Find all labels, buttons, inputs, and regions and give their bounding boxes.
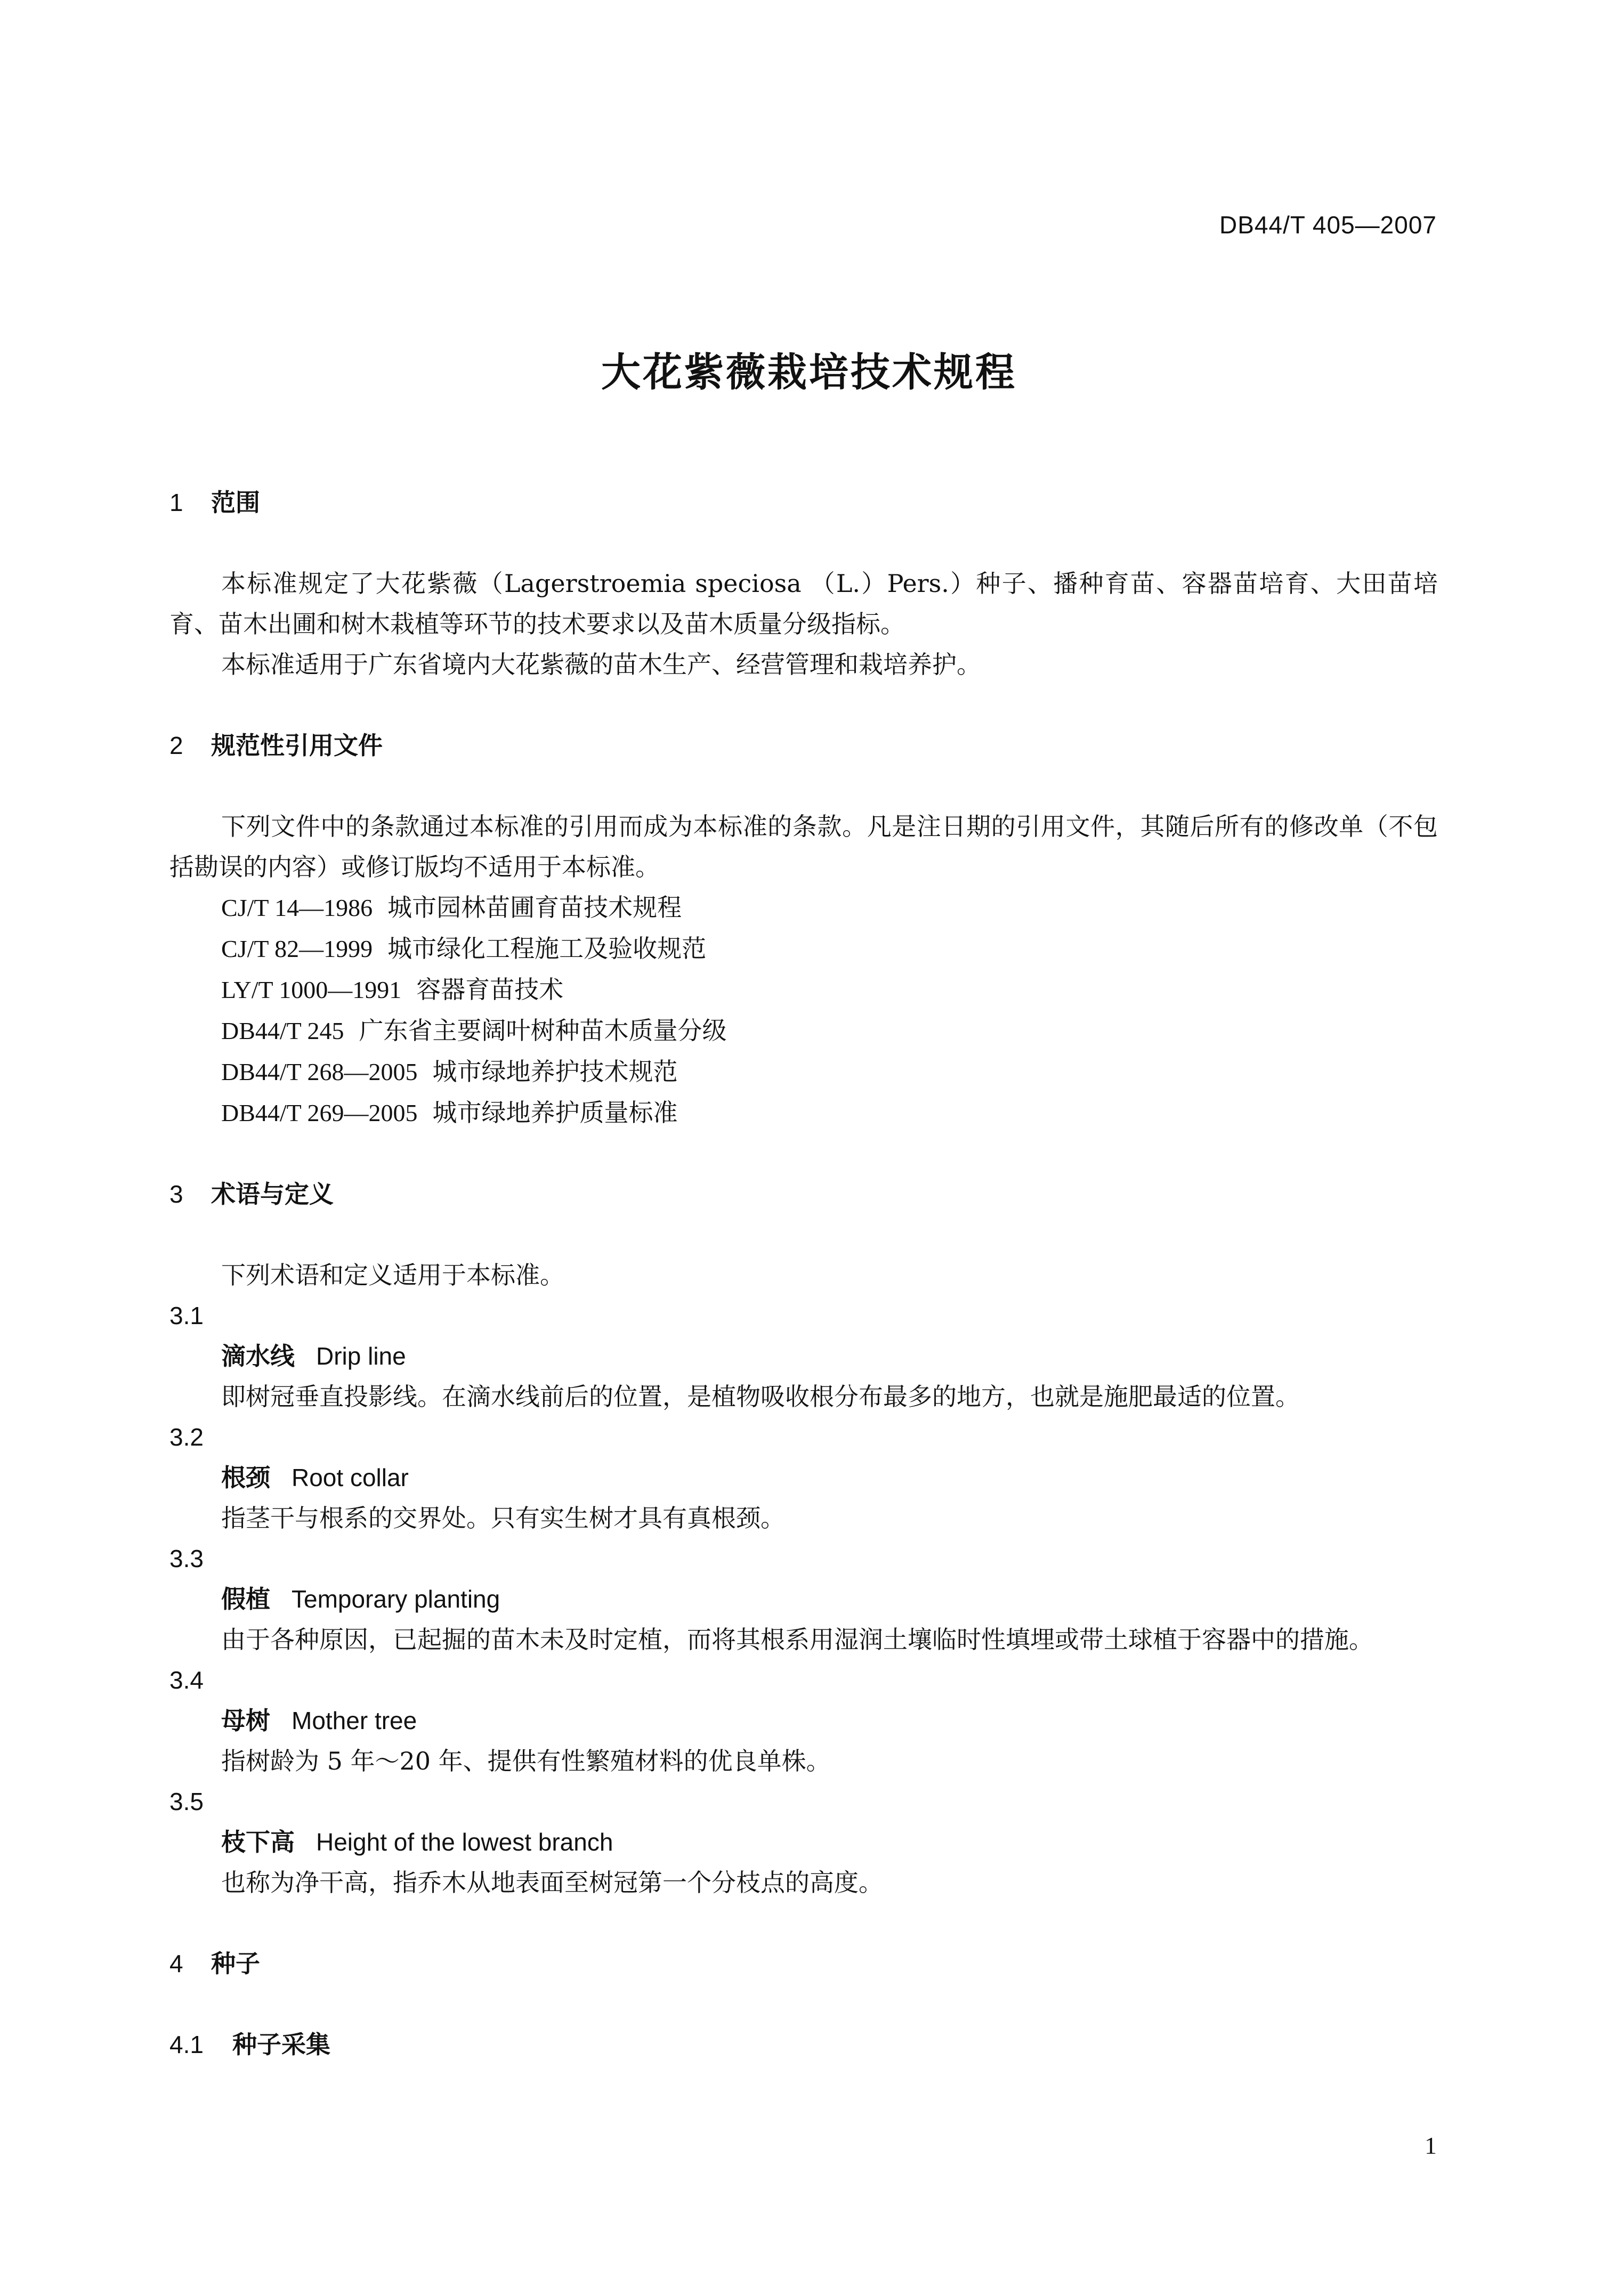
section-heading-terms <box>169 1174 1438 1214</box>
term-entry <box>169 1295 1438 1417</box>
reference-code: CJ/T 82—1999 <box>221 935 373 962</box>
term-name <box>169 1336 1438 1376</box>
term-definition: 即树冠垂直投影线。在滴水线前后的位置，是植物吸收根分布最多的地方，也就是施肥最适的位置。 <box>221 1382 1300 1411</box>
document-title: 大花紫薇栽培技术规程 <box>601 350 1017 395</box>
term-en: Drip line <box>316 1342 406 1370</box>
reference-item <box>169 1010 1438 1051</box>
section-heading-scope <box>169 482 1438 523</box>
term-zh: 根颈 <box>221 1463 270 1492</box>
term-entry <box>169 1781 1438 1903</box>
term-number: 3.2 <box>169 1423 204 1451</box>
term-en: Height of the lowest branch <box>316 1828 613 1856</box>
term-definition: 指树龄为 5 年～20 年、提供有性繁殖材料的优良单株。 <box>221 1747 831 1775</box>
term-entry <box>169 1660 1438 1781</box>
reference-code: DB44/T 269—2005 <box>221 1099 418 1126</box>
page-number: 1 <box>1425 2132 1437 2159</box>
subsection-heading-seed-collection <box>169 2024 1438 2065</box>
terms-intro: 下列术语和定义适用于本标准。 <box>221 1261 564 1289</box>
term-number: 3.5 <box>169 1788 204 1815</box>
reference-list <box>169 887 1438 1133</box>
section-title: 规范性引用文件 <box>211 731 383 760</box>
document-body <box>169 482 1438 2065</box>
reference-name: 城市园林苗圃育苗技术规程 <box>387 893 682 922</box>
term-zh: 枝下高 <box>221 1828 295 1856</box>
term-number: 3.1 <box>169 1302 204 1329</box>
term-en: Temporary planting <box>292 1585 500 1613</box>
reference-item <box>169 887 1438 928</box>
section-title: 种子 <box>211 1949 260 1978</box>
scope-paragraph-1: 本标准规定了大花紫薇（Lagerstroemia speciosa （L.）Pers.）种子、播种育苗、容器苗培育、大田苗培育、苗木出圃和树木栽植等环节的技术要求以及苗木质量分级指标。 <box>169 569 1438 638</box>
section-title: 范围 <box>211 488 260 517</box>
reference-name: 城市绿地养护技术规范 <box>432 1057 678 1086</box>
reference-item <box>169 969 1438 1010</box>
section-number: 1 <box>169 489 183 516</box>
reference-item <box>169 1051 1438 1092</box>
term-definition: 也称为净干高，指乔木从地表面至树冠第一个分枝点的高度。 <box>221 1868 883 1897</box>
reference-name: 城市绿化工程施工及验收规范 <box>387 934 707 963</box>
subsection-title: 种子采集 <box>232 2030 330 2059</box>
term-definition: 指茎干与根系的交界处。只有实生树才具有真根颈。 <box>221 1504 785 1532</box>
term-name <box>169 1579 1438 1619</box>
reference-code: DB44/T 245 <box>221 1017 344 1044</box>
term-entry <box>169 1538 1438 1660</box>
references-intro-paragraph: 下列文件中的条款通过本标准的引用而成为本标准的条款。凡是注日期的引用文件，其随后所有的修改单（不包括勘误的内容）或修订版均不适用于本标准。 <box>169 812 1438 881</box>
reference-name: 城市绿地养护质量标准 <box>432 1098 678 1127</box>
section-heading-seeds <box>169 1943 1438 1984</box>
section-number: 4 <box>169 1950 183 1977</box>
term-zh: 假植 <box>221 1585 270 1613</box>
term-name <box>169 1457 1438 1498</box>
reference-code: LY/T 1000—1991 <box>221 976 402 1003</box>
reference-code: CJ/T 14—1986 <box>221 894 373 921</box>
reference-name: 容器育苗技术 <box>416 975 564 1004</box>
reference-item <box>169 1092 1438 1133</box>
section-title: 术语与定义 <box>211 1180 334 1208</box>
term-en: Root collar <box>292 1464 409 1491</box>
standard-code: DB44/T 405—2007 <box>1219 211 1437 239</box>
term-en: Mother tree <box>292 1707 417 1734</box>
subsection-number: 4.1 <box>169 2031 204 2058</box>
section-number: 2 <box>169 732 183 759</box>
reference-code: DB44/T 268—2005 <box>221 1058 418 1085</box>
section-heading-normative-references <box>169 725 1438 766</box>
term-definition: 由于各种原因，已起掘的苗木未及时定植，而将其根系用湿润土壤临时性填埋或带土球植于容器中的措施。 <box>221 1625 1373 1654</box>
scope-paragraph-2: 本标准适用于广东省境内大花紫薇的苗木生产、经营管理和栽培养护。 <box>221 650 981 679</box>
term-zh: 滴水线 <box>221 1342 295 1370</box>
reference-name: 广东省主要阔叶树种苗木质量分级 <box>359 1016 727 1045</box>
term-number: 3.3 <box>169 1545 204 1572</box>
term-name <box>169 1822 1438 1862</box>
term-name <box>169 1700 1438 1741</box>
section-number: 3 <box>169 1180 183 1208</box>
term-number: 3.4 <box>169 1666 204 1694</box>
reference-item <box>169 928 1438 969</box>
term-entry <box>169 1417 1438 1538</box>
term-zh: 母树 <box>221 1706 270 1735</box>
